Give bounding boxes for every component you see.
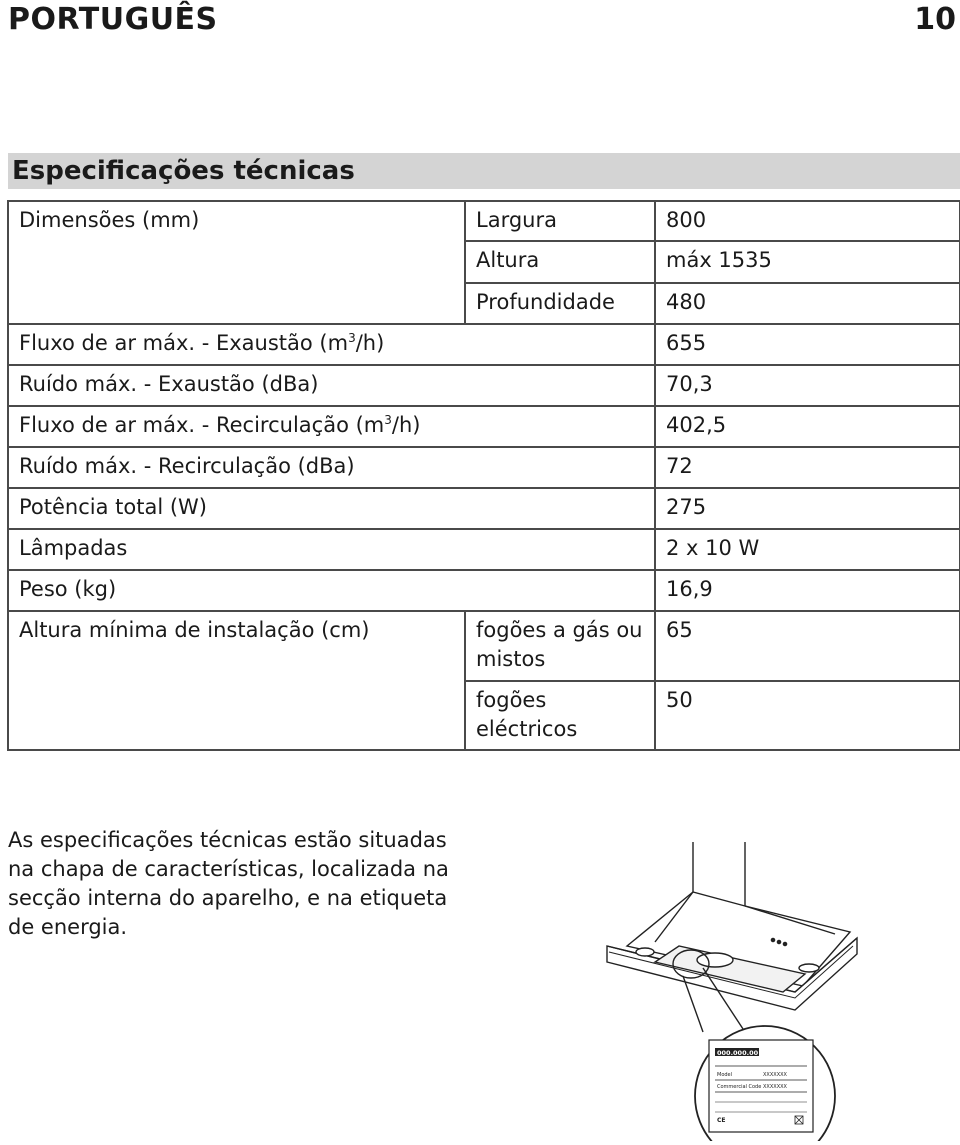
airflow-exhaust-label-post: /h) xyxy=(355,331,385,355)
table-row xyxy=(8,324,960,365)
noise-exhaust-label: Ruído máx. - Exaustão (dBa) xyxy=(8,365,655,406)
specifications-table xyxy=(7,200,960,751)
depth-label: Profundidade xyxy=(465,283,655,324)
rating-plate-model-label: Model xyxy=(717,1072,733,1078)
table-row xyxy=(8,406,960,447)
table-row xyxy=(8,201,960,241)
airflow-exhaust-label xyxy=(8,324,655,365)
airflow-exhaust-value: 655 xyxy=(655,324,960,365)
power-label: Potência total (W) xyxy=(8,488,655,529)
airflow-exhaust-label-sup: 3 xyxy=(348,331,356,345)
lamps-label: Lâmpadas xyxy=(8,529,655,570)
table-row xyxy=(8,570,960,611)
page-number: 10 xyxy=(914,2,956,37)
weight-value: 16,9 xyxy=(655,570,960,611)
electric-hob-value: 50 xyxy=(655,681,960,750)
width-label: Largura xyxy=(465,201,655,241)
height-value: máx 1535 xyxy=(655,241,960,283)
rating-plate-model-value: XXXXXXX xyxy=(763,1072,787,1078)
lamps-value: 2 x 10 W xyxy=(655,529,960,570)
rating-plate-note: As especificações técnicas estão situadas na chapa de características, localizada na secção interna do aparelho, e na etiqueta de energia. xyxy=(8,828,449,939)
table-row xyxy=(8,611,960,681)
airflow-exhaust-label-pre: Fluxo de ar máx. - Exaustão (m xyxy=(19,331,349,355)
ce-mark: CE xyxy=(717,1117,726,1124)
power-value: 275 xyxy=(655,488,960,529)
hood-rating-plate-illustration xyxy=(595,836,860,1141)
table-row xyxy=(8,447,960,488)
width-value: 800 xyxy=(655,201,960,241)
header-language: PORTUGUÊS xyxy=(8,2,218,37)
noise-exhaust-value: 70,3 xyxy=(655,365,960,406)
airflow-recirc-value: 402,5 xyxy=(655,406,960,447)
depth-value: 480 xyxy=(655,283,960,324)
section-title: Especificações técnicas xyxy=(12,156,355,186)
dimensions-label: Dimensões (mm) xyxy=(8,201,465,324)
gas-hob-value: 65 xyxy=(655,611,960,681)
gas-hob-label: fogões a gás ou mistos xyxy=(465,611,655,681)
table-row xyxy=(8,529,960,570)
table-row xyxy=(8,488,960,529)
rating-plate-code: 000.000.00 xyxy=(717,1049,759,1057)
noise-recirc-value: 72 xyxy=(655,447,960,488)
noise-recirc-label: Ruído máx. - Recirculação (dBa) xyxy=(8,447,655,488)
table-row xyxy=(8,365,960,406)
rating-plate-commercial-value: XXXXXXX xyxy=(763,1084,787,1090)
airflow-recirc-label xyxy=(8,406,655,447)
section-header xyxy=(8,153,960,189)
electric-hob-label: fogões eléctricos xyxy=(465,681,655,750)
weight-label: Peso (kg) xyxy=(8,570,655,611)
airflow-recirc-label-post: /h) xyxy=(391,413,421,437)
airflow-recirc-label-pre: Fluxo de ar máx. - Recirculação (m xyxy=(19,413,385,437)
height-label: Altura xyxy=(465,241,655,283)
rating-plate-commercial-label: Commercial Code xyxy=(717,1084,762,1090)
airflow-recirc-label-sup: 3 xyxy=(384,413,392,427)
min-height-label: Altura mínima de instalação (cm) xyxy=(8,611,465,750)
